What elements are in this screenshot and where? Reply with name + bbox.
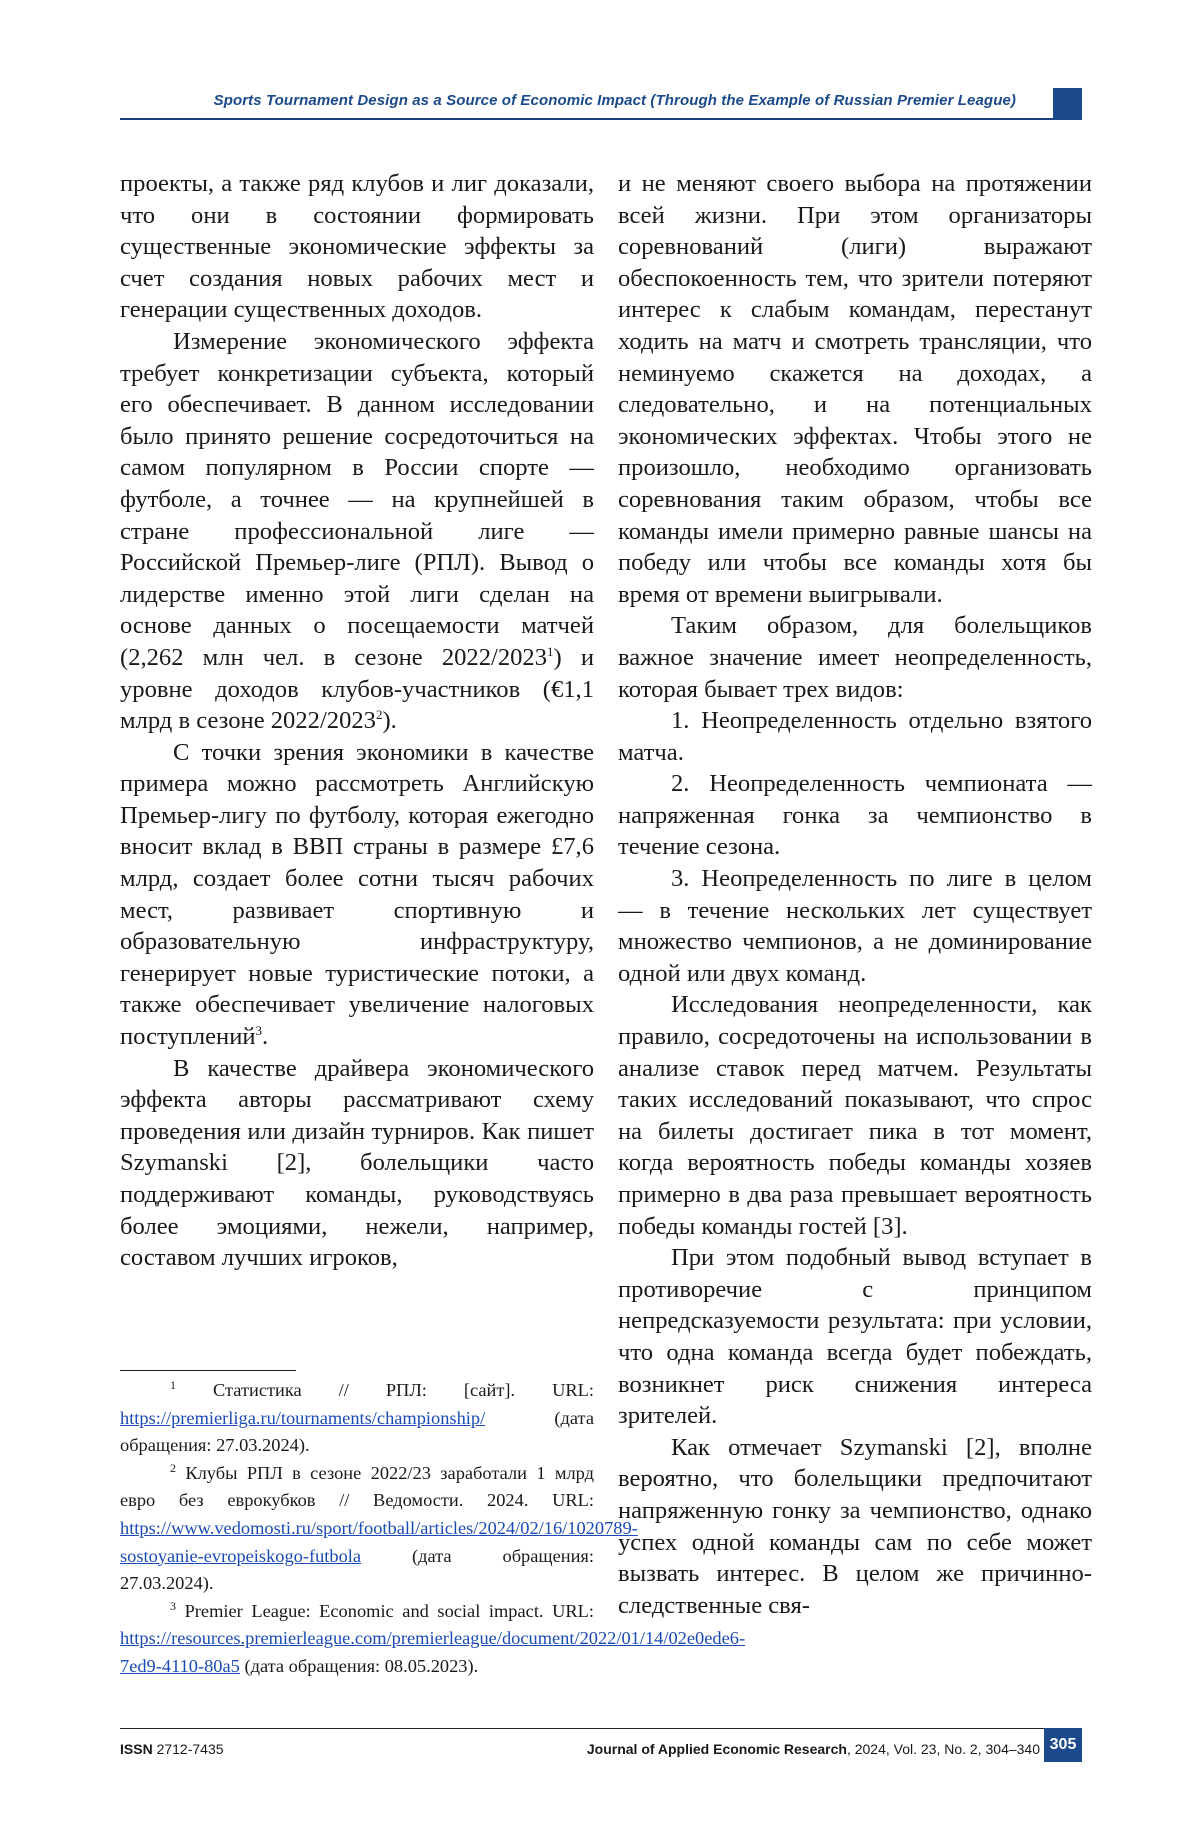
footnote-text: Клубы РПЛ в сезоне 2022/23 заработали 1 млрд евро без еврокубков // Ведомости. 2024. URL:	[120, 1462, 594, 1511]
footnote-text: Premier League: Economic and social impact. URL:	[184, 1600, 594, 1621]
footnotes	[120, 1377, 746, 1681]
footnote	[120, 1377, 594, 1460]
footnote-text: (дата обращения: 27.03.2024).	[120, 1545, 594, 1594]
footnote-number: 2	[170, 1460, 176, 1475]
footnote-number: 1	[170, 1378, 176, 1392]
paragraph: проекты, а также ряд клубов и лиг доказали, что они в состоянии формировать существенные экономические эффекты за счет создания новых рабочих мест и генерации существенных доходов.	[120, 170, 594, 324]
footnote-separator	[120, 1370, 296, 1371]
footnote-ref[interactable]: 3	[255, 1023, 263, 1039]
paragraph	[120, 326, 594, 737]
footnote-link[interactable]: https://premierliga.ru/tournaments/championship/	[120, 1407, 486, 1428]
footnote	[120, 1460, 638, 1598]
footer-issn	[120, 1741, 224, 1757]
paragraph-text: ).	[382, 707, 397, 735]
issn-label: ISSN	[120, 1741, 153, 1757]
page-number: 305	[1044, 1728, 1082, 1762]
footnote-text: (дата обращения: 08.05.2023).	[239, 1655, 479, 1676]
header-accent-block	[1053, 88, 1082, 120]
paragraph: При этом подобный вывод вступает в противоречие с принципом непредсказуемости результата: при условии, что одна команда всегда будет побеждать, возникнет риск снижения интереса зрителей.	[618, 1244, 1092, 1430]
paragraph-text: .	[262, 1023, 269, 1051]
footnote-ref[interactable]: 1	[547, 643, 554, 659]
running-header	[120, 88, 1056, 120]
paragraph: Исследования неопределенности, как правило, сосредоточены на использовании в анализе ставок перед матчем. Результаты таких исследований показывают, что спрос на билеты достигает пика в тот момент, когда вероятность победы команды хозяев примерно в два раза превышает вероятность победы команды гостей [3].	[618, 991, 1092, 1240]
paragraph: и не меняют своего выбора на протяжении всей жизни. При этом организаторы соревнований (лиги) выражают обеспокоенность тем, что зрители потеряют интерес к слабым командам, перестанут ходить на матч и смотреть трансляции, что неминуемо скажется на доходах, а следовательно, и на потенциальных экономических эффектах. Чтобы этого не произошло, необходимо организовать соревнования таким образом, чтобы все команды имели примерно равные шансы на победу или чтобы все команды хотя бы время от времени выигрывали.	[618, 170, 1092, 608]
footnote-text: Статистика // РПЛ: [сайт]. URL:	[212, 1380, 594, 1400]
running-header-title: Sports Tournament Design as a Source of Economic Impact (Through the Example of Russian Premier League)	[213, 92, 1016, 109]
footer-separator	[120, 1728, 1056, 1729]
right-column	[618, 168, 1092, 1621]
paragraph: В качестве драйвера экономического эффекта авторы рассматривают схему проведения или дизайн турниров. Как пишет Szymanski [2], болельщики часто поддерживают команды, руководствуясь более эмоциями, нежели, например, составом лучших игроков,	[120, 1054, 594, 1272]
paragraph-text: С точки зрения экономики в качестве примера можно рассмотреть Английскую Премьер-лигу по футболу, которая ежегодно вносит вклад в ВВП страны в размере £7,6 млрд, создает более сотни тысяч рабочих мест, развивает спортивную и образовательную инфраструктуру, генерирует новые туристические потоки, а также обеспечивает увеличение налоговых поступлений	[120, 738, 594, 1051]
footnote-ref[interactable]: 2	[375, 707, 383, 723]
list-item: 1. Неопределенность отдельно взятого матча.	[618, 707, 1092, 766]
footnote-link[interactable]: https://resources.premierleague.com/premierleague/document/2022/01/14/02e0ede6-7ed9-4110-80a5	[120, 1628, 746, 1676]
paragraph-text: ) и уровне доходов клубов-участников (€1,1 млрд в сезоне 2022/2023	[120, 643, 595, 735]
footnote-text: (дата обращения: 27.03.2024).	[120, 1407, 594, 1456]
journal-details: , 2024, Vol. 23, No. 2, 304–340	[846, 1741, 1040, 1757]
journal-name: Journal of Applied Economic Research	[586, 1741, 847, 1757]
list-item: 3. Неопределенность по лиге в целом — в течение нескольких лет существует множество чемпионов, а не доминирование одной или двух команд.	[618, 865, 1092, 987]
paragraph	[120, 737, 594, 1053]
issn-value: 2712-7435	[152, 1741, 224, 1757]
footnote-link[interactable]: https://www.vedomosti.ru/sport/football/articles/2024/02/16/1020789-sostoyanie-evropeiskogo-futbola	[120, 1517, 638, 1566]
paragraph: Таким образом, для болельщиков важное значение имеет неопределенность, которая бывает трех видов:	[618, 612, 1092, 703]
paragraph: Как отмечает Szymanski [2], вполне вероятно, что болельщики предпочитают напряженную гонку за чемпионство, однако успех одной команды сам по себе может вызвать интерес. В целом же причинно-следственные свя-	[618, 1433, 1092, 1619]
footnote	[120, 1598, 746, 1681]
left-column	[120, 168, 594, 1274]
list-item: 2. Неопределенность чемпионата — напряженная гонка за чемпионство в течение сезона.	[618, 770, 1092, 861]
paragraph-text: Измерение экономического эффекта требует конкретизации субъекта, который его обеспечивает. В данном исследовании было принято решение сосредоточиться на самом популярном в России спорте — футболе, а точнее — на крупнейшей в стране профессиональной лиге — Российской Премьер-лиге (РПЛ). Вывод о лидерстве именно этой лиги сделан на основе данных о посещаемости матчей (2,262 млн чел. в сезоне 2022/2023	[120, 327, 594, 671]
footnote-number: 3	[170, 1598, 176, 1613]
footer-journal	[587, 1741, 1040, 1757]
